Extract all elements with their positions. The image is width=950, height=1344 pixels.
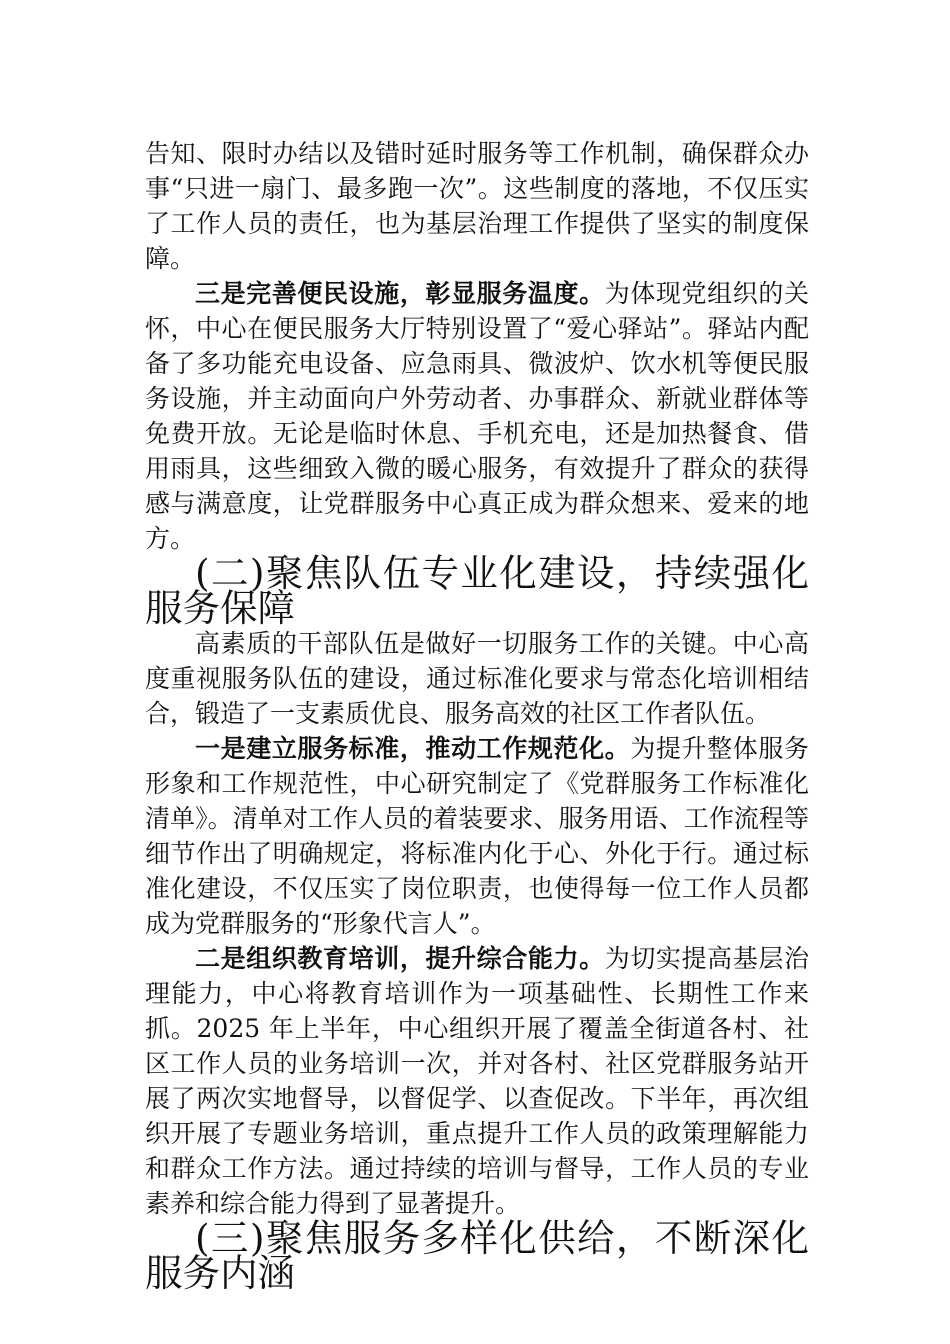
paragraph-continuation bbox=[145, 136, 809, 276]
paragraph-body: 高素质的干部队伍是做好一切服务工作的关键。中心高度重视服务队伍的建设，通过标准化要求与常态化培训相结合，锻造了一支素质优良、服务高效的社区工作者队伍。 bbox=[145, 629, 809, 728]
document-page bbox=[145, 136, 809, 1295]
paragraph-lead-bold: 二是组织教育培训，提升综合能力。 bbox=[195, 944, 605, 973]
section-heading-two bbox=[145, 551, 809, 630]
paragraph-lead-bold: 三是完善便民设施，彰显服务温度。 bbox=[195, 279, 605, 308]
section-heading-three bbox=[145, 1216, 809, 1295]
paragraph-point-one bbox=[145, 731, 809, 941]
paragraph-body: 告知、限时办结以及错时延时服务等工作机制，确保群众办事“只进一扇门、最多跑一次”。这些制度的落地，不仅压实了工作人员的责任，也为基层治理工作提供了坚实的制度保障。 bbox=[145, 139, 809, 273]
section-heading-text: (三)聚焦服务多样化供给，不断深化服务内涵 bbox=[145, 1216, 809, 1295]
paragraph-body: 为切实提高基层治理能力，中心将教育培训作为一项基础性、长期性工作来抓。2025 年上半年，中心组织开展了覆盖全街道各村、社区工作人员的业务培训一次，并对各村、社区党群服务站开展了两次实地督导，以督促学、以查促改。下半年，再次组织开展了专题业务培训，重点提升工作人员的政策理解能力和群众工作方法。通过持续的培训与督导，工作人员的专业素养和综合能力得到了显著提升。 bbox=[145, 944, 809, 1218]
paragraph-point-two bbox=[145, 941, 809, 1221]
paragraph-lead-bold: 一是建立服务标准，推动工作规范化。 bbox=[195, 734, 631, 763]
section-heading-text: (二)聚焦队伍专业化建设，持续强化服务保障 bbox=[145, 551, 809, 630]
paragraph-body: 为提升整体服务形象和工作规范性，中心研究制定了《党群服务工作标准化清单》。清单对工作人员的着装要求、服务用语、工作流程等细节作出了明确规定，将标准内化于心、外化于行。通过标准化建设，不仅压实了岗位职责，也使得每一位工作人员都成为党群服务的“形象代言人”。 bbox=[145, 734, 809, 938]
paragraph-body: 为体现党组织的关怀，中心在便民服务大厅特别设置了“爱心驿站”。驿站内配备了多功能充电设备、应急雨具、微波炉、饮水机等便民服务设施，并主动面向户外劳动者、办事群众、新就业群体等免费开放。无论是临时休息、手机充电，还是加热餐食、借用雨具，这些细致入微的暖心服务，有效提升了群众的获得感与满意度，让党群服务中心真正成为群众想来、爱来的地方。 bbox=[145, 279, 809, 553]
paragraph-point-three bbox=[145, 276, 809, 556]
paragraph-team-intro bbox=[145, 626, 809, 731]
